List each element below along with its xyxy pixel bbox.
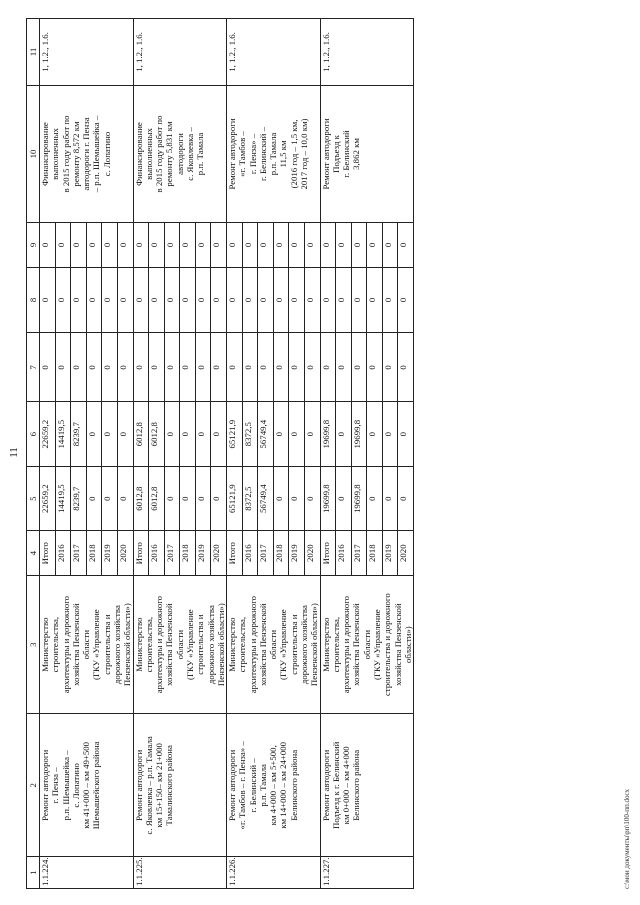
cell-value: Итого — [133, 531, 149, 576]
record-id: 1.1.226. — [227, 857, 321, 889]
cell-value: 0 — [180, 402, 196, 466]
cell-value: 0 — [258, 267, 274, 333]
cell-value: 0 — [133, 223, 149, 268]
executor: Министерство строительства, архитектуры и дорожного хозяйства Пензенской области (ГКУ «Управление строительства и дорожного хозяйства Пензенской области») — [40, 575, 134, 713]
cell-value: 0 — [289, 267, 305, 333]
cell-value: 0 — [382, 466, 398, 530]
cell-value: 0 — [227, 333, 243, 402]
cell-value: 19699,8 — [320, 402, 336, 466]
cell-value: 0 — [227, 223, 243, 268]
cell-value: 0 — [117, 402, 133, 466]
cell-value: 0 — [382, 333, 398, 402]
cell-value: 0 — [304, 223, 320, 268]
table-row — [133, 19, 149, 889]
executor: Министерство строительства, архитектуры и дорожного хозяйства Пензенской области (ГКУ «Управление строительства и дорожного хозяйства Пензенской области») — [227, 575, 321, 713]
column-header: 5 — [27, 466, 40, 530]
cell-value: 0 — [102, 466, 118, 530]
executor: Министерство строительства, архитектуры и дорожного хозяйства Пензенской области (ГКУ «Управление строительства и дорожного хозяйства Пензенской области») — [320, 575, 414, 713]
cell-value: 0 — [164, 333, 180, 402]
cell-value: 0 — [55, 333, 71, 402]
cell-value: 0 — [304, 466, 320, 530]
cell-value: 0 — [55, 223, 71, 268]
program-table — [26, 18, 414, 889]
cell-value: 0 — [304, 267, 320, 333]
cell-value: Итого — [227, 531, 243, 576]
cell-value: 0 — [289, 402, 305, 466]
cell-value: 0 — [149, 267, 165, 333]
cell-value: 2019 — [289, 531, 305, 576]
cell-value: 0 — [195, 223, 211, 268]
cell-value: 2016 — [242, 531, 258, 576]
table-row — [320, 19, 336, 889]
cell-value: 0 — [289, 333, 305, 402]
cell-value: 0 — [273, 223, 289, 268]
cell-value: 2017 — [258, 531, 274, 576]
indicator-ref: 1, 1.2., 1.6. — [320, 19, 414, 86]
record-id: 1.1.224. — [40, 857, 134, 889]
cell-value: 0 — [398, 223, 414, 268]
column-header: 8 — [27, 267, 40, 333]
cell-value: 0 — [164, 267, 180, 333]
measure-name: Ремонт автодороги г. Пенза – р.п. Шемышейка – с. Лопатино км 41+000 – км 49+500 Шемышейского района — [40, 714, 134, 857]
cell-value: 0 — [289, 466, 305, 530]
cell-value: 0 — [351, 267, 367, 333]
cell-value: 2017 — [71, 531, 87, 576]
cell-value: 0 — [86, 402, 102, 466]
cell-value: 0 — [367, 402, 383, 466]
cell-value: 0 — [133, 333, 149, 402]
cell-value: 0 — [117, 466, 133, 530]
expected-result: Ремонт автодороги Подъезд к г. Белинский 3,862 км — [320, 85, 414, 222]
cell-value: 0 — [102, 223, 118, 268]
cell-value: 2018 — [367, 531, 383, 576]
cell-value: 2016 — [149, 531, 165, 576]
cell-value: 0 — [211, 223, 227, 268]
cell-value: 0 — [195, 402, 211, 466]
cell-value: 2020 — [117, 531, 133, 576]
cell-value: 56749,4 — [258, 466, 274, 530]
cell-value: 0 — [195, 466, 211, 530]
cell-value: 2017 — [351, 531, 367, 576]
cell-value: 0 — [211, 333, 227, 402]
table-body — [40, 19, 414, 889]
cell-value: 0 — [40, 333, 56, 402]
cell-value: 2018 — [180, 531, 196, 576]
cell-value: 0 — [164, 402, 180, 466]
cell-value: 0 — [242, 223, 258, 268]
cell-value: 0 — [351, 223, 367, 268]
column-header: 1 — [27, 857, 40, 889]
cell-value: 8372,5 — [242, 402, 258, 466]
cell-value: 0 — [180, 267, 196, 333]
cell-value: 6012,8 — [149, 466, 165, 530]
cell-value: 0 — [149, 333, 165, 402]
cell-value: 0 — [398, 466, 414, 530]
cell-value: 0 — [304, 333, 320, 402]
cell-value: 0 — [102, 333, 118, 402]
cell-value: 0 — [242, 267, 258, 333]
cell-value: 0 — [367, 333, 383, 402]
cell-value: 8239,7 — [71, 466, 87, 530]
cell-value: 0 — [398, 402, 414, 466]
cell-value: 0 — [336, 466, 352, 530]
cell-value: 0 — [40, 223, 56, 268]
cell-value: 6012,8 — [133, 402, 149, 466]
cell-value: 0 — [71, 267, 87, 333]
cell-value: 0 — [102, 402, 118, 466]
cell-value: 65121,9 — [227, 402, 243, 466]
cell-value: 14419,5 — [55, 402, 71, 466]
executor: Министерство строительства, архитектуры и дорожного хозяйства Пензенской области (ГКУ «Управление строительства и дорожного хозяйства Пензенской области») — [133, 575, 227, 713]
expected-result: Финансирование выполненных в 2015 году работ по ремонту 5,831 км автодороги с. Яковлевка – р.п. Тамала — [133, 85, 227, 222]
measure-name: Ремонт автодороги Подъезд к г. Белинский км 0+000 – км 4+000 Белинского района — [320, 714, 414, 857]
cell-value: 0 — [71, 333, 87, 402]
cell-value: 8239,7 — [71, 402, 87, 466]
cell-value: 2019 — [102, 531, 118, 576]
cell-value: 0 — [367, 466, 383, 530]
table-row — [40, 19, 56, 889]
cell-value: 0 — [320, 223, 336, 268]
cell-value: 0 — [336, 402, 352, 466]
cell-value: 56749,4 — [258, 402, 274, 466]
cell-value: 22659,2 — [40, 402, 56, 466]
cell-value: 0 — [273, 333, 289, 402]
cell-value: 0 — [273, 267, 289, 333]
cell-value: 0 — [382, 267, 398, 333]
cell-value: 2020 — [211, 531, 227, 576]
cell-value: 0 — [273, 402, 289, 466]
cell-value: 0 — [149, 223, 165, 268]
cell-value: 0 — [55, 267, 71, 333]
cell-value: 2019 — [382, 531, 398, 576]
cell-value: 2018 — [273, 531, 289, 576]
cell-value: 2020 — [304, 531, 320, 576]
cell-value: 0 — [133, 267, 149, 333]
cell-value: 0 — [382, 223, 398, 268]
cell-value: 0 — [382, 402, 398, 466]
cell-value: 2020 — [398, 531, 414, 576]
cell-value: 0 — [351, 333, 367, 402]
column-header: 4 — [27, 531, 40, 576]
cell-value: 8372,5 — [242, 466, 258, 530]
cell-value: 0 — [164, 466, 180, 530]
table-header — [27, 19, 40, 889]
cell-value: 0 — [211, 466, 227, 530]
record-id: 1.1.227. — [320, 857, 414, 889]
cell-value: 0 — [71, 223, 87, 268]
cell-value: Итого — [320, 531, 336, 576]
cell-value: 2016 — [55, 531, 71, 576]
cell-value: 0 — [398, 267, 414, 333]
column-header: 10 — [27, 85, 40, 222]
expected-result: Финансирование выполненных в 2015 году работ по ремонту 8,572 км автодороги г. Пенза – р.п. Шемышейка – с. Лопатино — [40, 85, 134, 222]
cell-value: 2016 — [336, 531, 352, 576]
cell-value: 2017 — [164, 531, 180, 576]
cell-value: 0 — [320, 267, 336, 333]
cell-value: 0 — [258, 223, 274, 268]
column-header: 7 — [27, 333, 40, 402]
cell-value: 0 — [86, 223, 102, 268]
table-row — [227, 19, 243, 889]
cell-value: 0 — [86, 333, 102, 402]
cell-value: 0 — [117, 267, 133, 333]
cell-value: 19699,8 — [320, 466, 336, 530]
cell-value: 0 — [398, 333, 414, 402]
measure-name: Ремонт автодороги с. Яковлевка – р.п. Тамала км 15+150– км 21+000 Тамалинского района — [133, 714, 227, 857]
expected-result: Ремонт автодороги «г. Тамбов – г. Пенза» – г. Белинский – р.п. Тамала 11,5 км (2016 год – 1,5 км, 2017 год – 10,0 км) — [227, 85, 321, 222]
cell-value: 0 — [273, 466, 289, 530]
cell-value: 19699,8 — [351, 466, 367, 530]
cell-value: 2018 — [86, 531, 102, 576]
cell-value: 0 — [211, 267, 227, 333]
record-id: 1.1.225. — [133, 857, 227, 889]
cell-value: 0 — [211, 402, 227, 466]
measure-name: Ремонт автодороги «г. Тамбов – г. Пенза» – г. Белинский – р.п. Тамала км 4+000 – км 5+500, км 14+000 – км 24+000 Белинского района — [227, 714, 321, 857]
indicator-ref: 1, 1.2., 1.6. — [133, 19, 227, 86]
cell-value: 0 — [242, 333, 258, 402]
cell-value: 0 — [180, 466, 196, 530]
column-header: 3 — [27, 575, 40, 713]
cell-value: 14419,5 — [55, 466, 71, 530]
page-number: 11 — [8, 447, 20, 458]
cell-value: 0 — [336, 267, 352, 333]
cell-value: 2019 — [195, 531, 211, 576]
column-header: 9 — [27, 223, 40, 268]
cell-value: 0 — [227, 267, 243, 333]
cell-value: 65121,9 — [227, 466, 243, 530]
cell-value: 6012,8 — [149, 402, 165, 466]
cell-value: 0 — [195, 333, 211, 402]
cell-value: 0 — [336, 223, 352, 268]
cell-value: 0 — [164, 223, 180, 268]
cell-value: 0 — [40, 267, 56, 333]
cell-value: 0 — [336, 333, 352, 402]
column-header: 6 — [27, 402, 40, 466]
cell-value: 0 — [86, 267, 102, 333]
cell-value: 0 — [180, 223, 196, 268]
cell-value: 0 — [289, 223, 305, 268]
cell-value: 0 — [180, 333, 196, 402]
cell-value: 0 — [320, 333, 336, 402]
column-header: 11 — [27, 19, 40, 86]
cell-value: 19699,8 — [351, 402, 367, 466]
cell-value: 0 — [258, 333, 274, 402]
cell-value: 0 — [367, 223, 383, 268]
cell-value: 0 — [117, 223, 133, 268]
cell-value: 6012,8 — [133, 466, 149, 530]
cell-value: 0 — [367, 267, 383, 333]
file-path-footer: c:\мои документы\рп\100-пп.docx — [623, 788, 631, 889]
cell-value: 0 — [304, 402, 320, 466]
indicator-ref: 1, 1.2., 1.6. — [227, 19, 321, 86]
cell-value: 0 — [117, 333, 133, 402]
column-header: 2 — [27, 714, 40, 857]
cell-value: 0 — [86, 466, 102, 530]
cell-value: 22659,2 — [40, 466, 56, 530]
cell-value: Итого — [40, 531, 56, 576]
indicator-ref: 1, 1.2., 1.6. — [40, 19, 134, 86]
cell-value: 0 — [102, 267, 118, 333]
cell-value: 0 — [195, 267, 211, 333]
